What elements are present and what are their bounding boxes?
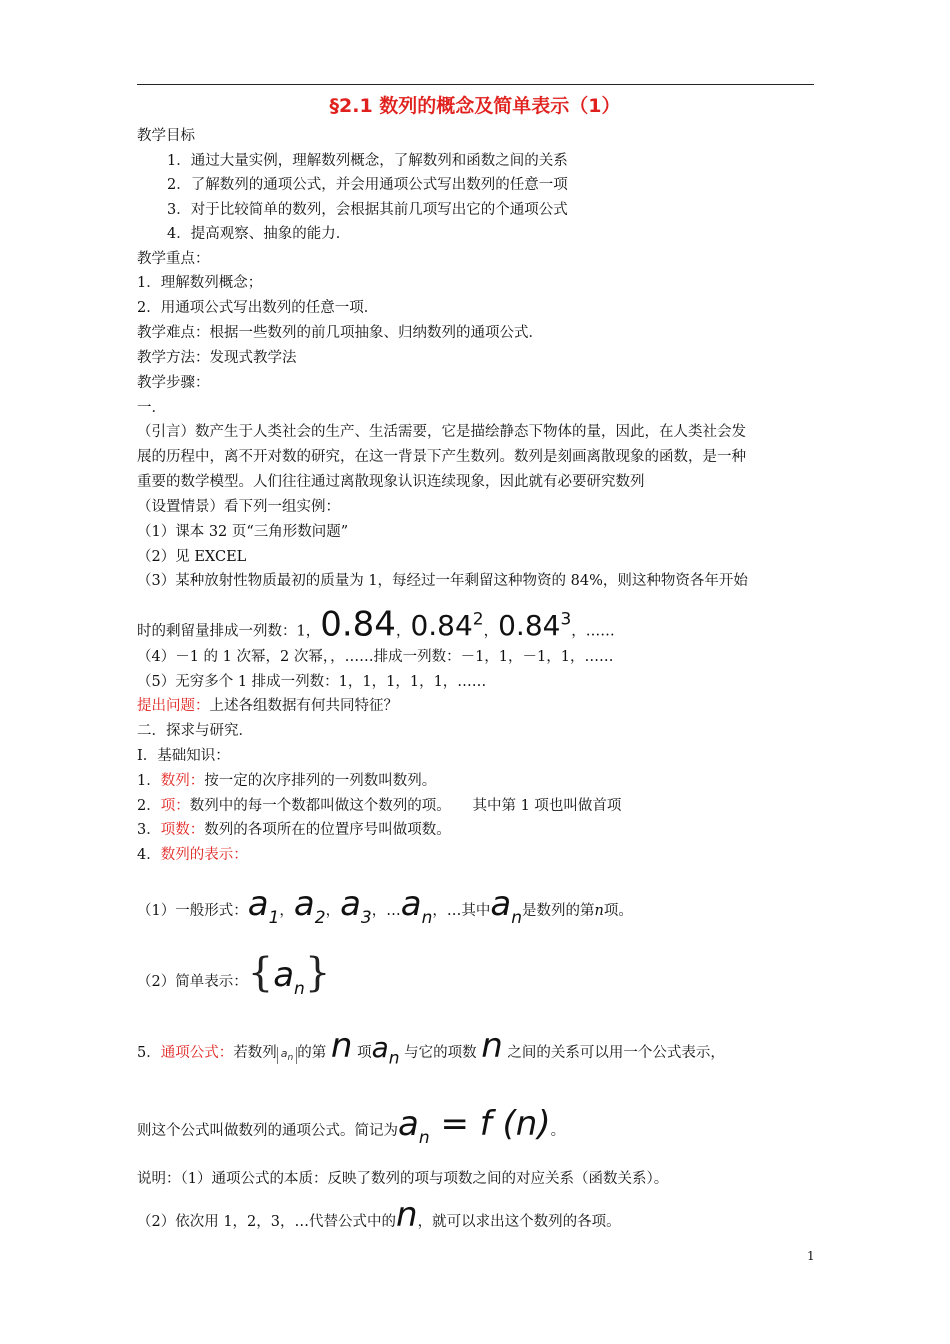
method: 教学方法：发现式教学法 (137, 350, 297, 366)
term-sequence: 数列： (160, 773, 205, 789)
basics-heading: I．基础知识： (137, 748, 230, 764)
question-line (137, 696, 398, 716)
term-index: 项数： (160, 822, 205, 838)
key-point: 1．理解数列概念； (137, 275, 263, 291)
example-2: （2）见 EXCEL (137, 549, 247, 565)
term-general-formula: 通项公式： (160, 1045, 234, 1061)
definition-index: 3．项数：数列的各项所在的位置序号叫做项数。 (137, 822, 451, 838)
tiny-sequence-an: $a_n$ (277, 1047, 298, 1064)
key-point: 2．用通项公式写出数列的任意一项． (137, 300, 379, 316)
example-3-line1: （3）某种放射性物质最初的质量为 1，每经过一年剩留这种物资的 84%，则这种物资各年开始 (137, 573, 748, 589)
right-brace-icon: } (304, 950, 331, 996)
symbol-an: $a_n$ (400, 884, 433, 928)
symbol-n: n (396, 1195, 418, 1235)
definition-sequence: 1．数列：按一定的次序排列的一列数叫数列。 (137, 773, 437, 789)
intro-line: （引言）数产生于人类社会的生产、生活需要，它是描绘静态下物体的量，因此，在人类社会发 (137, 424, 746, 440)
goals-heading: 教学目标 (137, 128, 195, 144)
intro-line: 重要的数学模型。人们往往通过离散现象认识连续现象，因此就有必要研究数列 (137, 474, 645, 490)
comma: ， (395, 623, 411, 640)
symbol-a1: $a_1$ (247, 884, 280, 928)
goal-item: 3．对于比较简单的数列，会根据其前几项写出它的个通项公式 (167, 202, 568, 218)
term-representation: 数列的表示： (160, 847, 248, 863)
difficulty: 教学难点：根据一些数列的前几项抽象、归纳数列的通项公式． (137, 325, 543, 341)
formula-an-equals-fn: $a_n = f$ (n) (398, 1104, 551, 1148)
ellipsis: ，…… (571, 623, 615, 640)
example-5: （5）无穷多个 1 排成一列数：1，1，1，1，1，…… (137, 674, 487, 690)
general-form-label: （1）一般形式： (137, 903, 248, 919)
part-one-heading: 一． (137, 400, 166, 416)
symbol-a2: $a_2$ (293, 884, 326, 928)
scene-line: （设置情景）看下列一组实例： (137, 499, 340, 515)
term-0-84-squared: 0.84$^2$ (410, 609, 484, 643)
term-0-84: 0.84 (320, 604, 396, 645)
general-form-line: （1）一般形式：$a_1$，$a_2$，$a_3$，$\dots a_n$，…其中$a_n$是数列的第n项。 (137, 884, 633, 928)
general-formula-line: 5．通项公式：若数列 $a_n$ 的第 n 项$a_n$ 与它的项数 n 之间的关系可以用一个公式表示， (137, 1026, 725, 1069)
symbol-an-set: $a_n$ (273, 955, 305, 999)
goal-item: 1．通过大量实例，理解数列概念，了解数列和函数之间的关系 (167, 153, 568, 169)
symbol-an: $a_n$ (371, 1031, 400, 1069)
symbol-n: n (330, 1026, 353, 1066)
example-3-line2 (137, 602, 615, 649)
key-heading: 教学重点： (137, 251, 210, 267)
question-text: 上述各组数据有何共同特征？ (209, 698, 398, 714)
symbol-an: $a_n$ (490, 884, 522, 928)
comma: ， (483, 623, 499, 640)
formula-line: 则这个公式叫做数列的通项公式。简记为$a_n = f$ (n)。 (137, 1104, 566, 1148)
example-1: （1）课本 32 页“三角形数问题” (137, 524, 349, 540)
left-brace-icon: { (247, 950, 274, 996)
symbol-a3: $a_3$ (340, 884, 372, 928)
goal-item: 4．提高观察、抽象的能力． (167, 226, 351, 242)
intro-line: 展的历程中，离不开对数的研究，在这一背景下产生数列。数列是刻画离散现象的函数，是一种 (137, 449, 746, 465)
example-4: （4）－1 的 1 次幂，2 次幂，，……排成一列数：－1，1，－1，1，…… (137, 649, 614, 665)
document-title: §2.1 数列的概念及简单表示（1） (329, 95, 621, 117)
part-two-heading: 二．探求与研究． (137, 723, 253, 739)
term-0-84-cubed: 0.84$^3$ (498, 609, 572, 643)
definition-representation: 4．数列的表示： (137, 847, 248, 863)
steps-heading: 教学步骤： (137, 375, 210, 391)
simple-form-line (137, 948, 330, 1014)
example-3-prefix: 时的剩留量排成一列数：1， (137, 623, 321, 640)
term-item: 项： (160, 798, 190, 814)
page-number: 1 (807, 1249, 815, 1263)
header-rule (137, 84, 814, 85)
simple-form-label: （2）简单表示： (137, 974, 248, 990)
note-1: 说明：（1）通项公式的本质：反映了数列的项与项数之间的对应关系（函数关系）。 (137, 1171, 669, 1187)
definition-term: 2．项：数列中的每一个数都叫做这个数列的项。 其中第 1 项也叫做首项 (137, 798, 622, 814)
question-label: 提出问题： (137, 698, 210, 714)
goal-item: 2．了解数列的通项公式，并会用通项公式写出数列的任意一项 (167, 177, 568, 193)
symbol-n: n (481, 1026, 503, 1066)
note-2: （2）依次用 1，2，3，…代替公式中的n，就可以求出这个数列的各项。 (137, 1195, 621, 1235)
